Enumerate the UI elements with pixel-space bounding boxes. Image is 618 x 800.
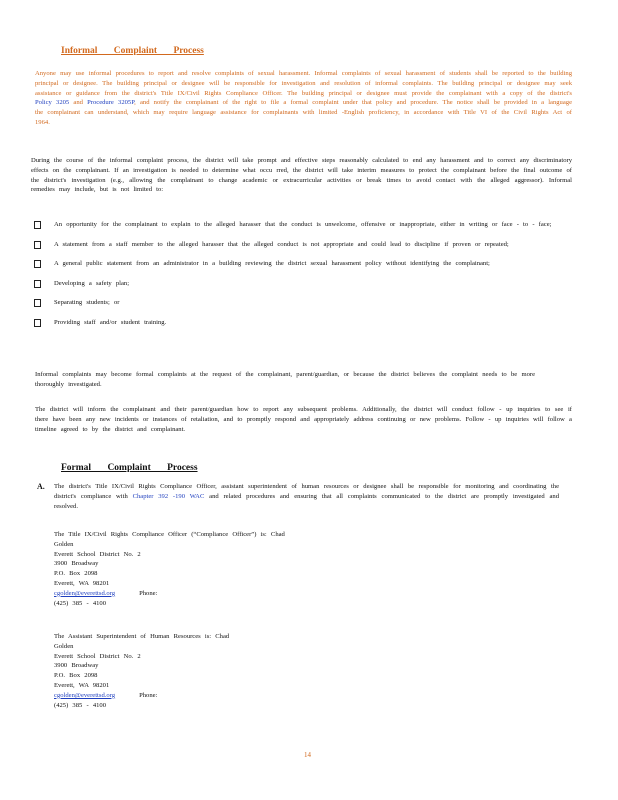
list-item (34, 259, 572, 269)
hr-superintendent-contact (54, 632, 384, 710)
contact-org: Everett School District No. 2 (54, 652, 141, 660)
list-item-text: A general public statement from an administrator in a building reviewing the district sexual harassment policy without identifying the complainant; (54, 260, 490, 268)
list-item-text: An opportunity for the complainant to explain to the alleged harasser that the conduct is unwelcome, offensive or inappropriate, either in writing or face - to - face; (54, 221, 552, 228)
checkbox-bullet-icon (34, 299, 41, 307)
contact-city: Everett, WA 98201 (54, 681, 110, 689)
contact-po-box: P.O. Box 2098 (54, 570, 98, 578)
and-text: and (73, 99, 83, 107)
list-item (34, 240, 572, 250)
page-number: 14 (304, 751, 311, 759)
informal-intro-paragraph (35, 69, 572, 128)
contact-street: 3900 Broadway (54, 662, 99, 670)
checkbox-bullet-icon (34, 241, 41, 249)
list-item (34, 220, 572, 230)
informal-intro-rest: , and notify the complainant of the right to file a formal complaint under that policy and procedure. The notice shall be provided in a language the complainant can understand, which may require language assistance for complainants with limited -English proficiency, in accordance with Title VI of the Civil Rights Act of 1964. (35, 99, 572, 126)
list-item-text: A statement from a staff member to the alleged harasser that the alleged conduct is not appropriate and could lead to discipline if proven or repeated; (54, 240, 509, 248)
contact-email-row (54, 691, 384, 701)
contact-phone: (425) 385 - 4100 (54, 599, 107, 607)
contact-email-row (54, 589, 384, 599)
informal-intro-text: Anyone may use informal procedures to report and resolve complaints of sexual harassment. Informal complaints of sexual harassment of students shall be reported to the building principal or designee. The building principal or designee will be responsible for investigation and resolution of informal complaints. The building principal or designee may seek assistance or guidance from the district's Title IX/Civil Rights Compliance Officer. The building principal or designee must provide the complainant with a copy of the district's (35, 70, 572, 97)
wac-link[interactable]: Chapter 392 -190 WAC (132, 492, 205, 500)
email-link[interactable]: cgolden@everettsd.org (54, 589, 116, 597)
compliance-officer-contact (54, 530, 384, 608)
contact-org: Everett School District No. 2 (54, 550, 141, 558)
item-label: A. (37, 482, 45, 491)
list-item-text: Developing a safety plan; (54, 279, 130, 287)
contact-name: Golden (54, 642, 74, 650)
list-item (34, 298, 572, 308)
contact-title: The Title IX/Civil Rights Compliance Officer (“Compliance Officer”) is: Chad (54, 531, 285, 538)
contact-name: Golden (54, 540, 74, 548)
checkbox-bullet-icon (34, 319, 41, 327)
formal-item-a-rest: and related procedures and ensuring that all complaints communicated to the district are promptly investigated and resolved. (54, 492, 559, 510)
email-link[interactable]: cgolden@everettsd.org (54, 691, 116, 699)
list-item-text: Providing staff and/or student training. (54, 318, 167, 326)
formal-item-a-text: The district's Title IX/Civil Rights Compliance Officer, assistant superintendent of human resources or designee shall be responsible for monitoring and coordinating the district's compliance with (54, 483, 559, 500)
contact-street: 3900 Broadway (54, 560, 99, 568)
interim-measures-paragraph: During the course of the informal complaint process, the district will take prompt and effective steps reasonably calculated to end any harassment and to correct any discriminatory effects on the complainant. If an investigation is needed to determine what occu rred, the district will take interim measures to protect the complainant before the final outcome of the district's investigation (e.g., allowing the complainant to change academic or extracurricular activities or break times to avoid contact with the alleged aggressor). Informal remedies may include, but is not limited to: (31, 157, 572, 194)
formal-item-a-paragraph (54, 482, 559, 511)
checkbox-bullet-icon (34, 221, 41, 229)
formal-heading: Formal Complaint Process (61, 463, 198, 473)
procedure-link[interactable]: Procedure 3205P (87, 99, 135, 107)
list-item (34, 318, 572, 328)
list-item (34, 279, 572, 289)
list-item-text: Separating students; or (54, 299, 120, 307)
follow-up-paragraph: The district will inform the complainant and their parent/guardian how to report any subsequent problems. Additionally, the district will conduct follow - up inquiries to see if there have been any new incidents or instances of retaliation, and to promptly respond and appropriately address continuing or new problems. Follow - up inquiries will follow a timeline agreed to by the district and complainant. (35, 406, 572, 433)
remedies-list (34, 220, 572, 338)
informal-heading: Informal Complaint Process (61, 46, 204, 56)
escalation-paragraph: Informal complaints may become formal complaints at the request of the complainant, parent/guardian, or because the district believes the complaint needs to be more thoroughly investigated. (35, 371, 535, 388)
contact-city: Everett, WA 98201 (54, 579, 110, 587)
checkbox-bullet-icon (34, 280, 41, 288)
phone-label: Phone: (139, 589, 158, 597)
contact-po-box: P.O. Box 2098 (54, 672, 98, 680)
contact-title: The Assistant Superintendent of Human Resources is: Chad (54, 633, 230, 640)
contact-phone: (425) 385 - 4100 (54, 701, 107, 709)
checkbox-bullet-icon (34, 260, 41, 268)
policy-link[interactable]: Policy 3205 (35, 99, 70, 107)
phone-label: Phone: (139, 691, 158, 699)
